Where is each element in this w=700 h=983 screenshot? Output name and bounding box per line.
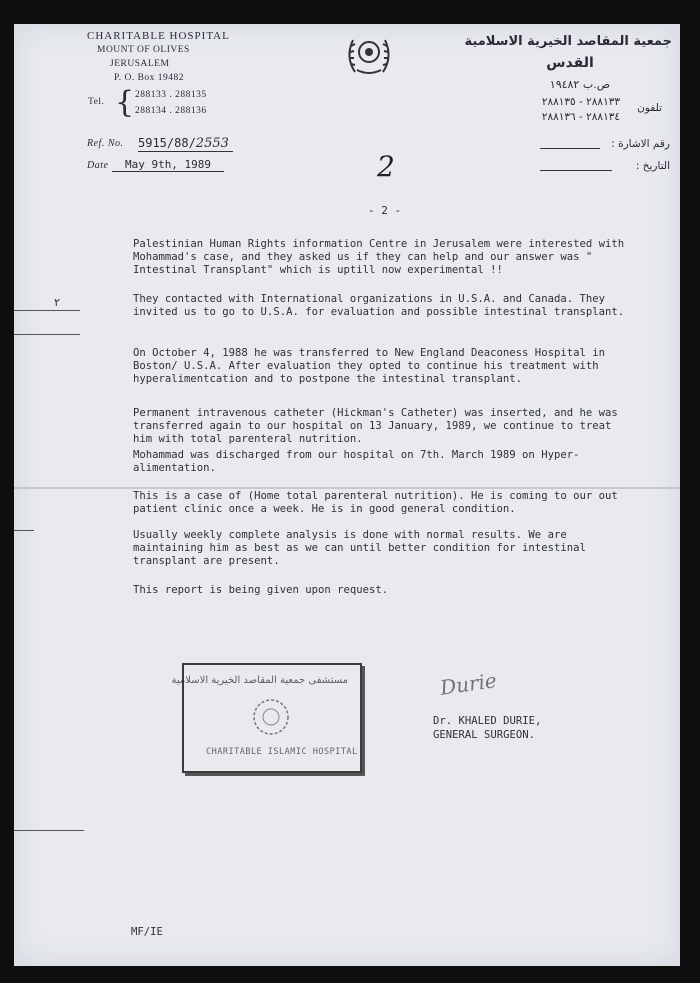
arabic-po-box: ص.ب ١٩٤٨٢ xyxy=(549,78,610,91)
paragraph-1: Palestinian Human Rights information Centre in Jerusalem were interested with Mohammad's case, and they asked us if they can help and our answer was " Intestinal Transplant" which is uptill now experimental !! xyxy=(133,238,625,276)
paragraph-8: This report is being given upon request. xyxy=(133,584,389,596)
paragraph-4: Permanent intravenous catheter (Hickman's Catheter) was inserted, and he was transferred again to our hospital on 13 January, 1989, we continue to treat him with total parenteral nutrition. xyxy=(133,407,618,445)
tel-line2: 288134 . 288136 xyxy=(135,106,207,116)
arabic-date-line xyxy=(540,170,612,171)
margin-line xyxy=(14,310,80,311)
arabic-tel-label: تلفون xyxy=(637,102,662,114)
margin-note: ٢ xyxy=(54,296,60,309)
ref-label: Ref. No. xyxy=(87,138,124,149)
paragraph-6: This is a case of (Home total parenteral nutrition). He is coming to our out patient clinic once a week. He is in good general condition. xyxy=(133,490,618,515)
date-value: May 9th, 1989 xyxy=(112,158,224,172)
signer-name: Dr. KHALED DURIE, xyxy=(433,715,542,727)
fold-line xyxy=(14,487,680,489)
paragraph-7: Usually weekly complete analysis is done with normal results. We are maintaining him as best as we can until better condition for intestinal transplant are present. xyxy=(133,529,586,567)
arabic-ref-label: رقم الاشارة : xyxy=(611,138,670,150)
tel-line1: 288133 . 288135 xyxy=(135,90,207,100)
ref-number xyxy=(138,136,233,152)
tel-label: Tel. xyxy=(88,97,105,107)
arabic-date-label: التاريخ : xyxy=(635,160,670,172)
stamp-arabic-text: مستشفى جمعية المقاصد الخيرية الاسلامية xyxy=(171,675,348,686)
tel-brace-icon: { xyxy=(115,85,135,120)
ref-handwritten: 2553 xyxy=(195,136,229,151)
arabic-tel-line1: ٢٨٨١٣٣ - ٢٨٨١٣٥ xyxy=(541,96,620,108)
page-number: - 2 - xyxy=(368,204,402,217)
arabic-org-name: جمعية المقاصد الخيرية الاسلامية xyxy=(464,34,672,49)
arabic-tel-line2: ٢٨٨١٣٤ - ٢٨٨١٣٦ xyxy=(541,111,620,123)
arabic-city: القدس xyxy=(546,55,594,71)
page-marker-handwritten: 2 xyxy=(377,150,395,183)
address-line2: JERUSALEM xyxy=(110,59,170,69)
po-box: P. O. Box 19482 xyxy=(114,73,185,83)
hospital-logo-icon xyxy=(343,32,395,78)
hospital-stamp xyxy=(171,663,362,773)
arabic-ref-line xyxy=(540,148,600,149)
address-line1: MOUNT OF OLIVES xyxy=(97,45,190,55)
margin-line xyxy=(14,830,84,831)
ref-value: 5915/88/ xyxy=(138,136,196,150)
margin-line xyxy=(14,530,34,531)
date-label: Date xyxy=(87,160,109,171)
signature-handwritten: Durie xyxy=(438,668,499,700)
stamp-seal-icon xyxy=(246,697,296,737)
margin-line xyxy=(14,334,80,335)
footer-initials: MF/IE xyxy=(131,926,163,938)
paragraph-2: They contacted with International organizations in U.S.A. and Canada. They invited us to go to U.S.A. for evaluation and possible intestinal transplant. xyxy=(133,293,625,318)
signer-title: GENERAL SURGEON. xyxy=(433,729,536,741)
paragraph-3: On October 4, 1988 he was transferred to New England Deaconess Hospital in Boston/ U.S.A. After evaluation they opted to continue his treatment with hyperalimentcation and to postpone the intestinal transplant. xyxy=(133,347,605,385)
org-name: CHARITABLE HOSPITAL xyxy=(87,30,230,42)
paragraph-5: Mohammad was discharged from our hospital on 7th. March 1989 on Hyper-alimentation. xyxy=(133,449,580,474)
stamp-english-text: CHARITABLE ISLAMIC HOSPITAL xyxy=(206,747,358,757)
